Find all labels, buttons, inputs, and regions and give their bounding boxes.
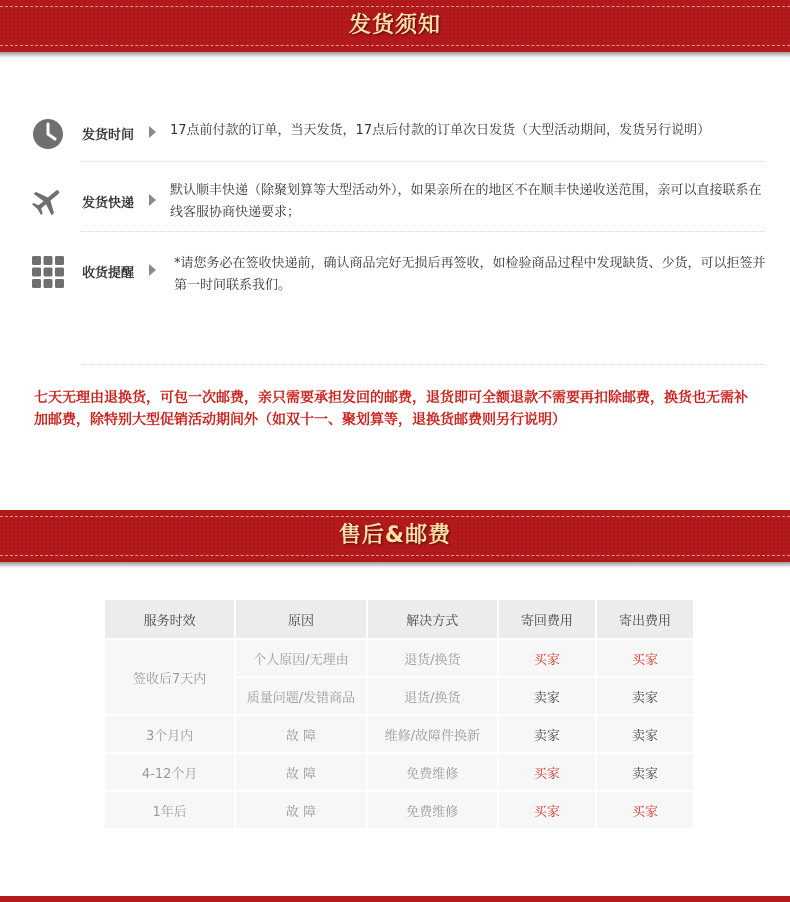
table-row (104, 715, 694, 753)
cell-return-fee: 买家 (498, 791, 596, 829)
bottom-divider (0, 896, 790, 902)
header-send-fee: 寄出费用 (596, 599, 694, 639)
info-label-receipt: 收货提醒 (82, 266, 135, 281)
info-text-receipt: *请您务必在签收快递前，确认商品完好无损后再签收，如检验商品过程中发现缺货、少货，可以拒签并第一时间联系我们。 (174, 256, 766, 293)
cell-return-fee: 卖家 (498, 677, 596, 715)
table-header-row (104, 599, 694, 639)
cell-send-fee: 卖家 (596, 677, 694, 715)
aftersale-banner-title: 售后&邮费 (338, 523, 452, 548)
chevron-right-icon (149, 126, 156, 138)
header-solution: 解决方式 (367, 599, 498, 639)
info-text-courier: 默认顺丰快递（除聚划算等大型活动外），如果亲所在的地区不在顺丰快递收送范围，亲可以直接联系在线客服协商快递要求； (170, 183, 762, 220)
info-text-shipping-time: 17点前付款的订单，当天发货，17点后付款的订单次日发货（大型活动期间，发货另行说明） (170, 123, 711, 138)
info-row-receipt (30, 252, 765, 296)
cell-period: 3个月内 (104, 715, 235, 753)
table-row (104, 753, 694, 791)
header-period: 服务时效 (104, 599, 235, 639)
cell-reason: 质量问题/发错商品 (235, 677, 366, 715)
chevron-right-icon (149, 194, 156, 206)
cell-return-fee: 卖家 (498, 715, 596, 753)
grid-icon (30, 254, 66, 290)
chevron-right-icon (149, 264, 156, 276)
cell-reason: 故 障 (235, 791, 366, 829)
cell-return-fee: 买家 (498, 753, 596, 791)
cell-period: 1年后 (104, 791, 235, 829)
cell-send-fee: 卖家 (596, 715, 694, 753)
cell-solution: 维修/故障件换新 (367, 715, 498, 753)
divider (80, 231, 765, 232)
info-label-shipping-time: 发货时间 (82, 128, 135, 143)
cell-send-fee: 买家 (596, 639, 694, 677)
airplane-icon (30, 182, 66, 218)
return-policy-notice: 七天无理由退换货，可包一次邮费，亲只需要承担发回的邮费，退货即可全额退款不需要再扣除邮费，换货也无需补加邮费，除特别大型促销活动期间外（如双十一、聚划算等，退换货邮费则另行说明） (34, 390, 748, 428)
cell-solution: 退货/换货 (367, 639, 498, 677)
cell-period: 4-12个月 (104, 753, 235, 791)
cell-return-fee: 买家 (498, 639, 596, 677)
info-label-courier: 发货快递 (82, 196, 135, 211)
header-reason: 原因 (235, 599, 366, 639)
divider (80, 364, 765, 365)
cell-period: 签收后7天内 (104, 639, 235, 715)
table-row (104, 639, 694, 677)
table-row (104, 791, 694, 829)
info-row-shipping-time (30, 116, 765, 150)
cell-send-fee: 卖家 (596, 753, 694, 791)
divider (80, 161, 765, 162)
shipping-banner (0, 0, 790, 52)
aftersale-table (103, 598, 695, 830)
cell-reason: 故 障 (235, 715, 366, 753)
header-return-fee: 寄回费用 (498, 599, 596, 639)
cell-solution: 免费维修 (367, 753, 498, 791)
cell-solution: 免费维修 (367, 791, 498, 829)
info-row-courier (30, 180, 765, 224)
cell-reason: 个人原因/无理由 (235, 639, 366, 677)
cell-solution: 退货/换货 (367, 677, 498, 715)
clock-icon (30, 116, 66, 152)
cell-send-fee: 买家 (596, 791, 694, 829)
cell-reason: 故 障 (235, 753, 366, 791)
shipping-banner-title: 发货须知 (348, 13, 441, 38)
aftersale-banner (0, 510, 790, 562)
